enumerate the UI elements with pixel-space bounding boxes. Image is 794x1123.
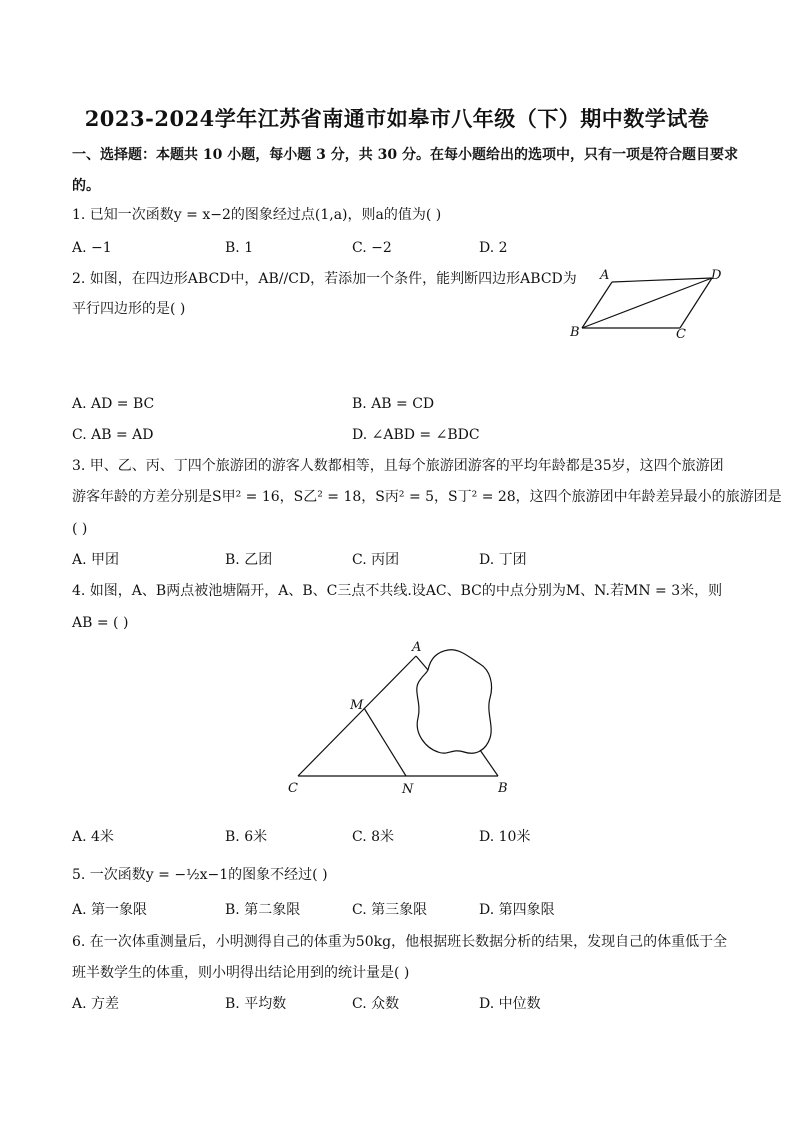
- label-c: C: [676, 327, 686, 342]
- label-b: B: [498, 781, 508, 796]
- label-a: A: [412, 640, 422, 655]
- q4-option-d[interactable]: D. 10米: [479, 829, 531, 845]
- q1-option-b[interactable]: B. 1: [225, 240, 254, 256]
- q3-option-d[interactable]: D. 丁团: [479, 552, 527, 568]
- q5-option-d[interactable]: D. 第四象限: [479, 902, 555, 918]
- segment-mn: [364, 708, 406, 776]
- q5-option-a[interactable]: A. 第一象限: [72, 902, 148, 918]
- q6-option-b[interactable]: B. 平均数: [225, 996, 287, 1012]
- page-title: 2023-2024学年江苏省南通市如皋市八年级（下）期中数学试卷: [84, 106, 710, 131]
- q3-option-b[interactable]: B. 乙团: [225, 552, 273, 568]
- q2-option-b[interactable]: B. AB = CD: [352, 396, 435, 412]
- q3-stem-line2: 游客年龄的方差分别是S甲² = 16，S乙² = 18，S丙² = 5，S丁² = 28，这四个旅游团中年龄差异最小的旅游团是: [72, 489, 782, 505]
- label-m: M: [350, 698, 364, 713]
- q5-stem: 5. 一次函数y = −½x−1的图象不经过( ): [72, 867, 328, 883]
- section-heading: [72, 146, 738, 164]
- q4-stem-line1: 4. 如图，A、B两点被池塘隔开，A、B、C三点不共线.设AC、BC的中点分别为M、N.若MN = 3米，则: [72, 583, 723, 599]
- segment-a-stub: [416, 656, 428, 670]
- section-heading-cont: [72, 177, 100, 195]
- label-n: N: [402, 782, 414, 797]
- q1-stem: 1. 已知一次函数y = x−2的图象经过点(1,a)，则a的值为( ): [72, 207, 442, 223]
- q2-parallelogram-figure: [560, 262, 730, 342]
- q6-option-d[interactable]: D. 中位数: [479, 996, 541, 1012]
- label-a: A: [600, 268, 610, 283]
- segment-b-stub: [480, 750, 498, 776]
- q1-option-d[interactable]: D. 2: [479, 240, 508, 256]
- label-d: D: [711, 268, 722, 283]
- q6-stem-line2: 班半数学生的体重，则小明得出结论用到的统计量是( ): [72, 965, 410, 981]
- q4-stem-line2: AB = ( ): [72, 615, 129, 631]
- section-heading-line2: 的。: [72, 178, 100, 194]
- q5-option-c[interactable]: C. 第三象限: [352, 902, 428, 918]
- q5-option-b[interactable]: B. 第二象限: [225, 902, 301, 918]
- segment-ba: [582, 282, 612, 328]
- q3-option-a[interactable]: A. 甲团: [72, 552, 120, 568]
- label-c: C: [288, 781, 298, 796]
- q2-stem-line2: 平行四边形的是( ): [72, 301, 186, 317]
- q4-option-c[interactable]: C. 8米: [352, 829, 395, 845]
- q6-option-c[interactable]: C. 众数: [352, 996, 400, 1012]
- q3-option-c[interactable]: C. 丙团: [352, 552, 400, 568]
- pond-outline: [417, 650, 492, 753]
- q2-stem-line1: 2. 如图，在四边形ABCD中，AB//CD，若添加一个条件，能判断四边形ABCD为: [72, 271, 577, 287]
- q2-option-c[interactable]: C. AB = AD: [72, 427, 154, 443]
- q4-pond-figure: [280, 632, 520, 802]
- segment-dc: [680, 278, 712, 328]
- q1-option-c[interactable]: C. −2: [352, 240, 392, 256]
- section-heading-line1: 一、选择题：本题共 10 小题，每小题 3 分，共 30 分。在每小题给出的选项中，只有一项是符合题目要求: [72, 147, 738, 163]
- q4-option-a[interactable]: A. 4米: [72, 829, 114, 845]
- q6-option-a[interactable]: A. 方差: [72, 996, 120, 1012]
- q1-option-a[interactable]: A. −1: [72, 240, 112, 256]
- label-b: B: [570, 325, 580, 340]
- q4-option-b[interactable]: B. 6米: [225, 829, 268, 845]
- segment-ad: [612, 278, 712, 282]
- q3-stem-line3: ( ): [72, 521, 88, 537]
- q6-stem-line1: 6. 在一次体重测量后，小明测得自己的体重为50kg，他根据班长数据分析的结果，发现自己的体重低于全: [72, 934, 728, 950]
- segment-ca: [298, 656, 416, 776]
- q3-stem-line1: 3. 甲、乙、丙、丁四个旅游团的游客人数都相等，且每个旅游团游客的平均年龄都是35岁，这四个旅游团: [72, 458, 724, 474]
- segment-bd: [582, 278, 712, 328]
- q2-option-a[interactable]: A. AD = BC: [72, 396, 155, 412]
- q2-option-d[interactable]: D. ∠ABD = ∠BDC: [352, 427, 480, 443]
